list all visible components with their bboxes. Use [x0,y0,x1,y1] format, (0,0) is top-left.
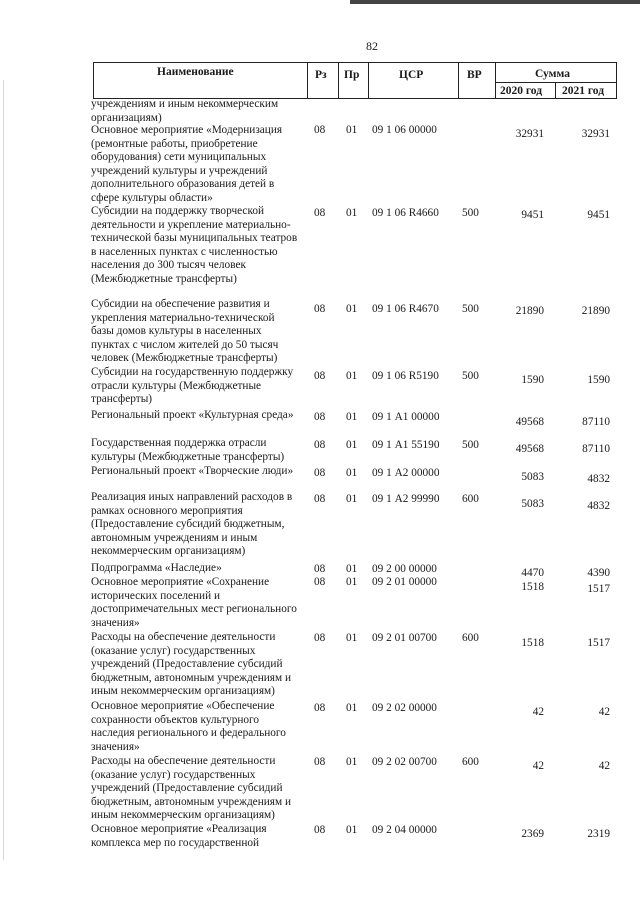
row-sum-2021: 4832 [587,500,610,512]
row-sum-2020: 9451 [521,209,544,221]
row-csr: 09 2 02 00700 [372,756,437,768]
row-rz: 08 [314,576,326,588]
row-csr: 09 1 06 R4670 [372,303,439,315]
row-rz: 08 [314,756,326,768]
row-pr: 01 [346,702,358,714]
row-sum-2021: 1590 [587,374,610,386]
row-sum-2020: 49568 [515,416,544,428]
row-rz: 08 [314,702,326,714]
row-name: Расходы на обеспечение деятельности (оказание услуг) государственных учреждений (Предоставление субсидий бюджетным, автономным учреждениям и иным некоммерческим организациям) [91,631,292,698]
header-vline [338,62,339,99]
header-year-2021: 2021 год [562,85,605,97]
row-sum-2021: 32931 [581,128,610,140]
row-sum-2020: 4470 [521,567,544,579]
row-sum-2020: 21890 [515,305,544,317]
header-vline [307,62,308,99]
row-pr: 01 [346,563,358,575]
row-csr: 09 1 А1 55190 [372,439,440,451]
row-vr: 500 [462,370,479,382]
header-name: Наименование [157,66,234,78]
row-rz: 08 [314,439,326,451]
row-sum-2020: 42 [532,706,544,718]
row-pr: 01 [346,467,358,479]
row-name: Субсидии на поддержку творческой деятельности и укрепление материально-технической базы муниципальных театров в населенных пунктах с численностью населения до 300 тысяч человек (Межбюджетные трансферты) [91,205,298,285]
row-name: Основное мероприятие «Модернизация (ремонтные работы, приобретение оборудования) сети муниципальных учреждений культуры и учреждений дополнительного образования детей в сфере культуры области» [91,124,283,204]
row-name: Основное мероприятие «Реализация комплекса мер по государственной [91,823,267,849]
row-vr: 600 [462,493,479,505]
row-sum-2020: 2369 [521,828,544,840]
row-rz: 08 [314,124,326,136]
row-sum-2021: 9451 [587,209,610,221]
header-top-border [93,62,617,63]
row-sum-2020: 1590 [521,374,544,386]
row-name: Реализация иных направлений расходов в рамках основного мероприятия (Предоставление субсидий бюджетным, автономным учреждениям и иным некоммерческим организациям) [91,491,293,558]
row-name: Субсидии на обеспечение развития и укрепления материально-технической базы домов культуры в населенных пунктах с числом жителей до 50 тысяч человек (Межбюджетные трансферты) [91,298,279,365]
row-csr: 09 1 А1 00000 [372,411,440,423]
header-vr: ВР [467,69,482,81]
row-pr: 01 [346,124,358,136]
row-sum-2020: 5083 [521,498,544,510]
header-vline [495,62,496,99]
row-sum-2021: 4390 [587,567,610,579]
row-sum-2020: 42 [532,760,544,772]
row-name: Субсидии на государственную поддержку отрасли культуры (Межбюджетные трансферты) [91,366,294,406]
row-name: Государственная поддержка отрасли культуры (Межбюджетные трансферты) [91,437,285,463]
row-pr: 01 [346,632,358,644]
row-rz: 08 [314,411,326,423]
row-csr: 09 2 00 00000 [372,563,437,575]
row-sum-2021: 2319 [587,828,610,840]
row-rz: 08 [314,467,326,479]
row-sum-2021: 1517 [587,583,610,595]
scan-edge-left [3,80,4,860]
row-csr: 09 2 01 00000 [372,576,437,588]
row-sum-2021: 4832 [587,473,610,485]
row-pr: 01 [346,756,358,768]
row-csr: 09 2 02 00000 [372,702,437,714]
row-pr: 01 [346,439,358,451]
row-vr: 500 [462,207,479,219]
row-pr: 01 [346,493,358,505]
row-name: Расходы на обеспечение деятельности (оказание услуг) государственных учреждений (Предоставление субсидий бюджетным, автономным учреждениям и иным некоммерческим организациям) [91,755,292,822]
row-pr: 01 [346,303,358,315]
row-sum-2020: 1518 [521,581,544,593]
header-vline [368,62,369,99]
header-vline [555,82,556,99]
row-rz: 08 [314,370,326,382]
header-year-2020: 2020 год [500,85,543,97]
row-sum-2020: 32931 [515,128,544,140]
row-pr: 01 [346,370,358,382]
row-name: учреждениям и иным некоммерческим организациям) [91,98,279,124]
page-number: 82 [366,39,378,53]
row-csr: 09 1 А2 99990 [372,493,440,505]
row-name: Региональный проект «Творческие люди» [91,465,294,477]
row-csr: 09 1 А2 00000 [372,467,440,479]
row-rz: 08 [314,824,326,836]
row-name: Основное мероприятие «Сохранение исторических поселений и достопримечательных мест регионального значения» [91,576,297,629]
header-vline [616,62,617,99]
row-csr: 09 2 04 00000 [372,824,437,836]
row-rz: 08 [314,632,326,644]
row-pr: 01 [346,411,358,423]
row-sum-2021: 87110 [582,443,610,455]
row-sum-2021: 1517 [587,637,610,649]
row-rz: 08 [314,563,326,575]
row-csr: 09 1 06 00000 [372,124,437,136]
row-csr: 09 2 01 00700 [372,632,437,644]
header-vline [93,62,94,99]
scan-edge-top [350,0,640,4]
row-csr: 09 1 06 R4660 [372,207,439,219]
header-sum: Сумма [535,68,570,80]
row-name: Региональный проект «Культурная среда» [91,409,294,421]
header-pr: Пр [344,69,360,81]
row-sum-2021: 42 [598,760,610,772]
row-sum-2020: 5083 [521,471,544,483]
table-header [93,62,617,99]
row-sum-2021: 21890 [581,305,610,317]
row-pr: 01 [346,824,358,836]
row-rz: 08 [314,493,326,505]
header-csr: ЦСР [399,69,424,81]
row-name: Подпрограмма «Наследие» [91,562,222,574]
row-pr: 01 [346,576,358,588]
row-vr: 500 [462,303,479,315]
header-sum-divider [495,82,617,83]
row-vr: 600 [462,756,479,768]
header-vline [458,62,459,99]
header-rz: Рз [315,69,327,81]
row-name: Основное мероприятие «Обеспечение сохранности объектов культурного наследия регионального и федерального значения» [91,700,286,753]
row-csr: 09 1 06 R5190 [372,370,439,382]
row-rz: 08 [314,207,326,219]
row-vr: 500 [462,439,479,451]
row-sum-2021: 42 [598,706,610,718]
row-sum-2021: 87110 [582,416,610,428]
row-sum-2020: 49568 [515,443,544,455]
row-pr: 01 [346,207,358,219]
row-rz: 08 [314,303,326,315]
row-vr: 600 [462,632,479,644]
row-sum-2020: 1518 [521,637,544,649]
